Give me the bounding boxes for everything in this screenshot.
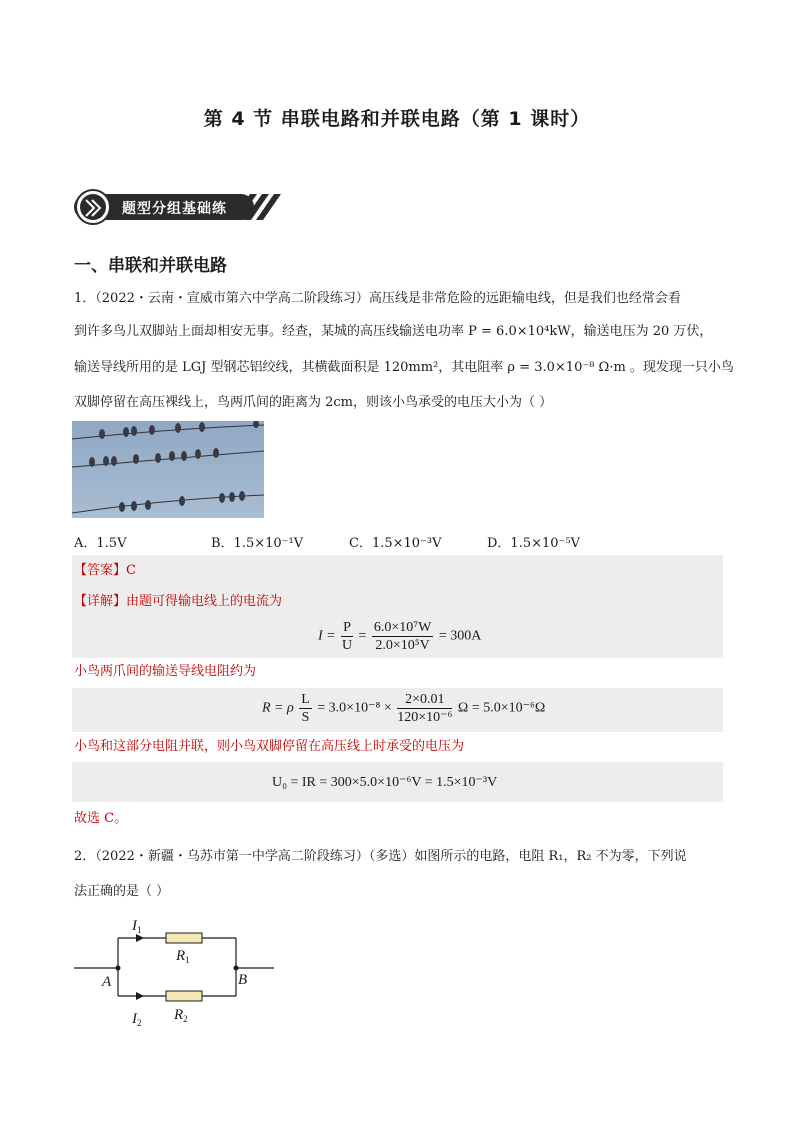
formula-resistance-fraction-2: $\frac{2\times 0.01}{\text{120×10⁻⁶}}$ [397,692,453,725]
question-1-line-4: 双脚停留在高压裸线上，鸟两爪间的距离为 2cm，则该小鸟承受的电压大小为（ ） [74,395,553,410]
formula-voltage: U₀ = IR = 300×5.0×10⁻⁶V = 1.5×10⁻³V [272,775,498,790]
question-1-line-2: 到许多鸟儿双脚站上面却相安无事。经查，某城的高压线输送电功率 P = 6.0×10⁴kW，输送电压为 20 万伏， [74,324,713,339]
label-node-b: B [238,972,248,988]
detail-text: 由题可得输电线上的电流为 [126,594,283,609]
step-3-text: 小鸟和这部分电阻并联，则小鸟双脚停留在高压线上时承受的电压为 [74,739,465,754]
arrow-icon-lower [136,992,144,1000]
label-node-a: A [102,974,112,990]
answer-value: C [126,563,136,578]
birds-on-wire-photo [72,421,264,518]
formula-resistance-fraction-1: $\frac{L}{S}$ [301,692,310,725]
label-i2: $I_2$ [132,1011,142,1027]
step-2-text: 小鸟两爪间的输送导线电阻约为 [74,664,257,679]
arrow-icon-upper [136,934,144,942]
label-r1: $R_1$ [176,948,190,965]
section-heading: 一、串联和并联电路 [74,256,227,276]
option-b: B．1.5×10⁻¹V [211,536,304,551]
detail-label: 【详解】 [74,594,127,609]
banner-label: 题型分组基础练 [122,201,227,217]
label-r2: $R_2$ [174,1007,188,1024]
conclusion-text: 故选 C。 [74,811,128,826]
option-d: D．1.5×10⁻⁵V [487,536,580,551]
answer-line [74,563,136,579]
detail-line [74,594,282,610]
question-2-line-1: 2．（2022・新疆・乌苏市第一中学高二阶段练习）（多选）如图所示的电路，电阻 R₁，R₂ 不为零，下列说 [74,849,687,864]
question-2-line-2: 法正确的是（ ） [74,884,170,899]
question-1-line-1: 1．（2022・云南・宣威市第六中学高二阶段练习）高压线是非常危险的远距输电线，但是我们也经常会看 [74,291,681,306]
formula-current-fraction-2: $\frac{\text{6.0×10⁷W}}{\text{2.0×10⁵V}}$ [373,620,432,653]
formula-current-fraction-1: $\frac{P}{U}$ [341,620,353,653]
parallel-circuit-diagram [72,912,282,1027]
formula-current: I = $\frac{P}{U}$ = $\frac{\text{6.0×10⁷W}}{\text{2.0×10⁵V}}$ = 300A [318,620,482,653]
question-1-line-3: 输送导线所用的是 LGJ 型钢芯铝绞线，其横截面积是 120mm²，其电阻率 ρ = 3.0×10⁻⁸ Ω·m 。现发现一只小鸟 [74,360,734,375]
page-title: 第 4 节 串联电路和并联电路（第 1 课时） [203,108,591,130]
option-a: A．1.5V [74,536,127,551]
formula-resistance: R = ρ $\frac{L}{S}$ = 3.0×10⁻⁸ × $\frac{2\times 0.01}{\text{120×10⁻⁶}}$ Ω = 5.0×10⁻⁶Ω [262,692,546,725]
formula-current-lhs: I = [318,628,336,644]
option-c: C．1.5×10⁻³V [349,536,442,551]
answer-label: 【答案】 [74,563,127,578]
label-i1: $I_1$ [132,918,142,935]
